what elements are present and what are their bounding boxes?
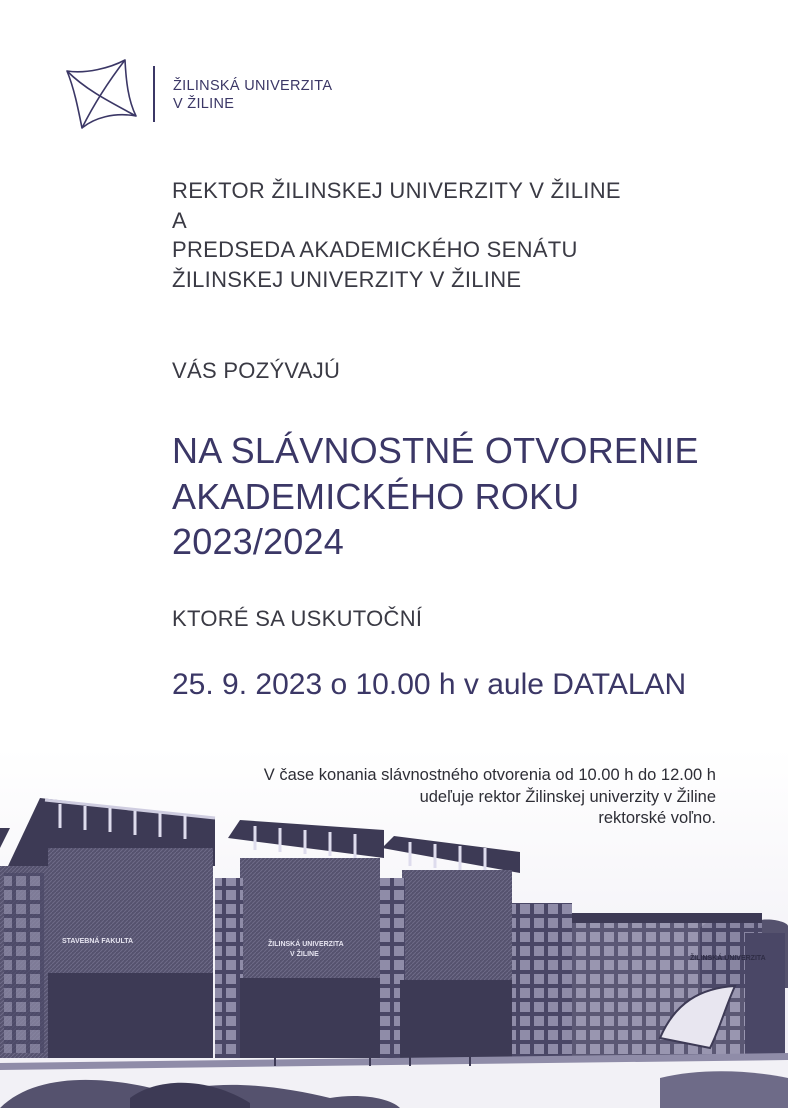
host-line: PREDSEDA AKADEMICKÉHO SENÁTU	[172, 237, 578, 262]
university-name-line-2: V ŽILINE	[173, 96, 235, 112]
invite-text: VÁS POZÝVAJÚ	[172, 358, 341, 383]
host-line: A	[172, 207, 187, 233]
takes-place-text: KTORÉ SA USKUTOČNÍ	[172, 606, 423, 631]
rector-leave-note	[156, 765, 716, 830]
event-datetime: 25. 9. 2023 o 10.00 h v aule DATALAN	[172, 668, 687, 701]
event-title-line: NA SLÁVNOSTNÉ OTVORENIE	[172, 430, 699, 471]
event-title-line: AKADEMICKÉHO ROKU	[172, 475, 580, 517]
host-line: REKTOR ŽILINSKEJ UNIVERZITY V ŽILINE	[172, 178, 621, 203]
logo-divider	[153, 66, 155, 122]
faculty-sign: STAVEBNÁ FAKULTA	[62, 938, 134, 945]
university-emblem-icon	[64, 58, 140, 130]
note-line: rektorské voľno.	[598, 809, 716, 827]
note-line: udeľuje rektor Žilinskej univerzity v Žiline	[419, 787, 716, 806]
event-title-line: 2023/2024	[172, 521, 344, 562]
event-title	[172, 428, 699, 565]
host-line: ŽILINSKEJ UNIVERZITY V ŽILINE	[172, 266, 522, 292]
university-name	[173, 77, 332, 113]
university-name-line-1: ŽILINSKÁ UNIVERZITA	[173, 78, 333, 94]
hosts-block	[172, 176, 621, 294]
university-sign-line-1: ŽILINSKÁ UNIVERZITA	[268, 941, 344, 948]
note-line: V čase konania slávnostného otvorenia od 10.00 h do 12.00 h	[263, 766, 716, 784]
right-university-sign: ŽILINSKÁ UNIVERZITA	[690, 955, 766, 962]
university-sign-line-2: V ŽILINE	[290, 951, 319, 958]
